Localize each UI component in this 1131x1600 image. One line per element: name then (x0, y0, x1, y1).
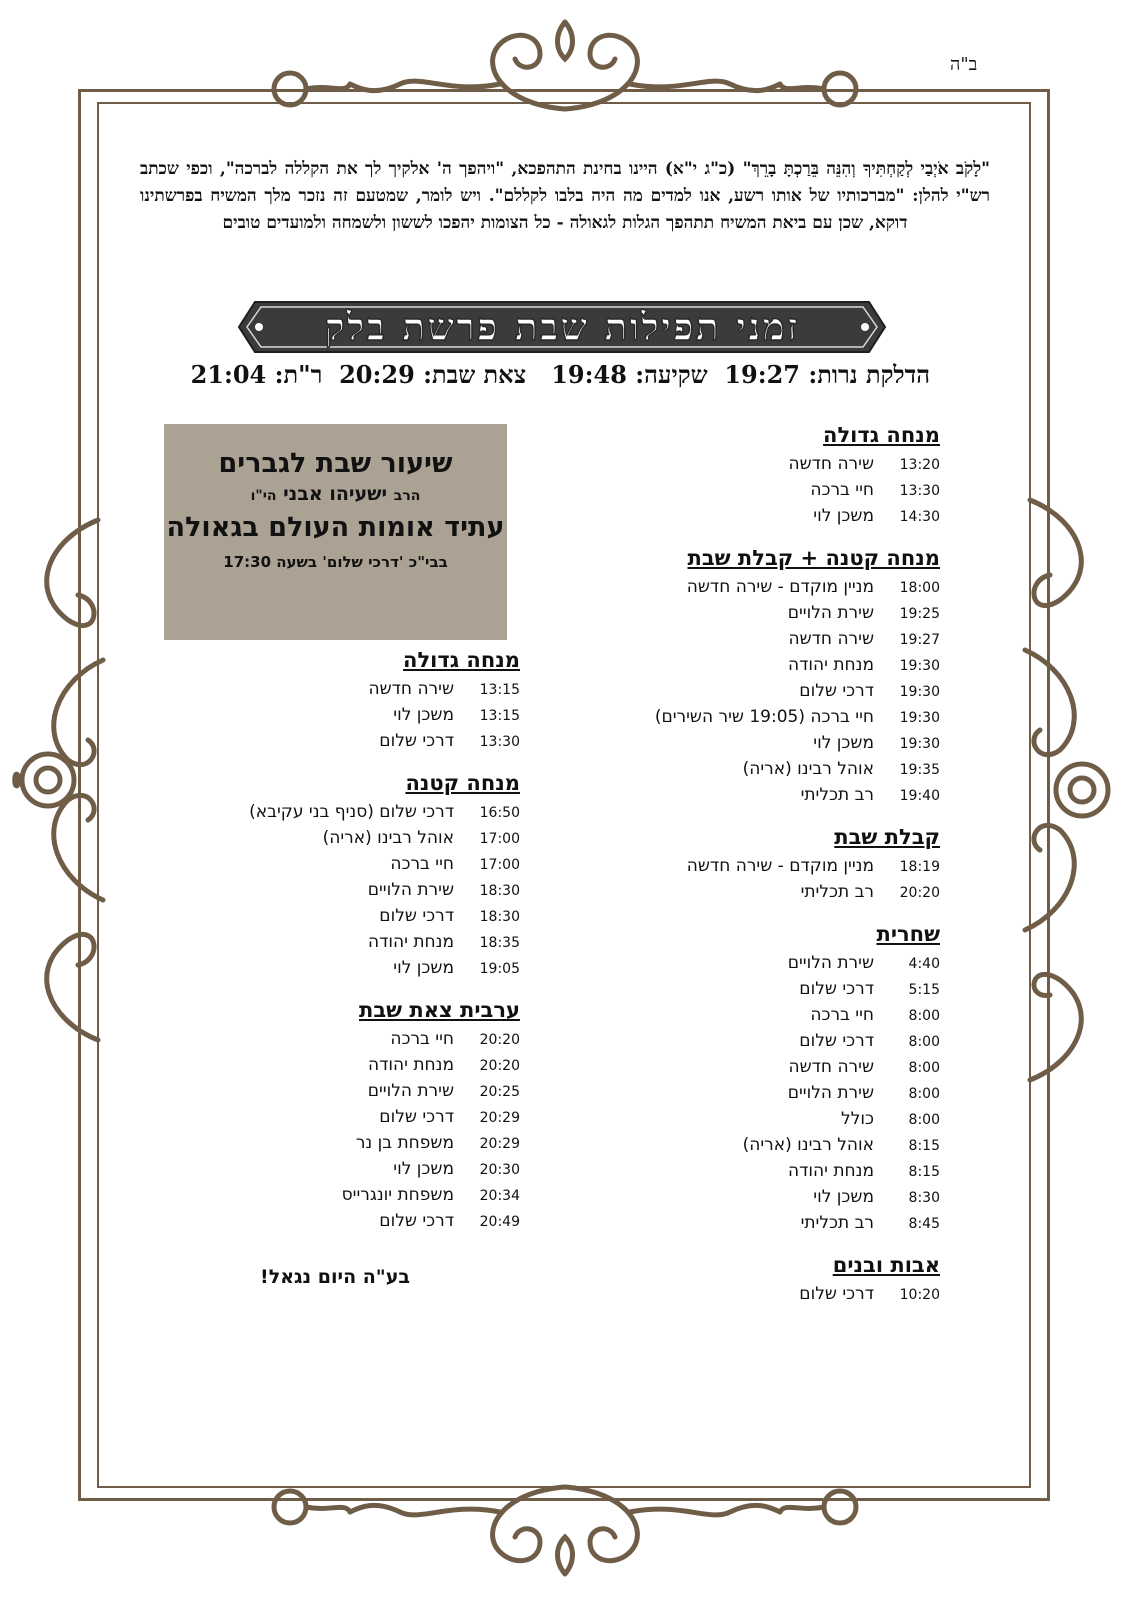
schedule-row (560, 1284, 940, 1310)
banner-title: זמני תפילות שבת פרשת בלק (324, 304, 800, 349)
prayer-time: 13:15 (479, 682, 520, 698)
prayer-time: 19:30 (899, 684, 940, 700)
schedule-row (180, 802, 520, 828)
right-ornament (1010, 480, 1120, 1100)
synagogue-name: רב תכליתי (800, 882, 874, 902)
synagogue-name: חיי ברכה (810, 480, 874, 500)
synagogue-name: דרכי שלום (799, 681, 874, 701)
schedule-row (560, 759, 940, 785)
lecture-rabbi (164, 483, 507, 505)
schedule-row (180, 1159, 520, 1185)
lecture-topic: עתיד אומות העולם בגאולה (166, 512, 505, 543)
prayer-time: 18:30 (479, 883, 520, 899)
prayer-time: 20:29 (479, 1136, 520, 1152)
synagogue-name: שירת הלויים (787, 1083, 874, 1103)
shabbat-end-time: 20:29 (339, 360, 415, 389)
prayer-time: 10:20 (899, 1287, 940, 1303)
schedule-row (180, 958, 520, 984)
prayer-time: 13:30 (899, 483, 940, 499)
lecture-title: שיעור שבת לגברים (218, 448, 453, 479)
schedule-row (180, 906, 520, 932)
top-ornament (250, 14, 880, 114)
synagogue-name: משכן לוי (393, 705, 454, 725)
schedule-row (560, 681, 940, 707)
prayer-time: 20:20 (479, 1032, 520, 1048)
schedule-row (180, 1107, 520, 1133)
schedule-row (560, 655, 940, 681)
prayer-time: 18:30 (479, 909, 520, 925)
section-title: קבלת שבת (834, 825, 940, 849)
shabbat-end-label: צאת שבת: (423, 360, 527, 389)
synagogue-name: מנחת יהודה (788, 1161, 874, 1181)
sunset-time: 19:48 (551, 360, 627, 389)
schedule-row (560, 1031, 940, 1057)
right-schedule-column (560, 423, 940, 1324)
schedule-row (560, 454, 940, 480)
prayer-time: 8:15 (908, 1138, 940, 1154)
prayer-time: 19:35 (899, 762, 940, 778)
synagogue-name: דרכי שלום (379, 1211, 454, 1231)
schedule-section (560, 825, 940, 908)
section-title: אבות ובנים (832, 1253, 940, 1277)
section-title: מנחה גדולה (823, 423, 940, 447)
synagogue-name: אוהל רבינו (אריה) (742, 1135, 874, 1155)
synagogue-name: דרכי שלום (799, 979, 874, 999)
synagogue-name: חיי ברכה (390, 1029, 454, 1049)
schedule-row (180, 731, 520, 757)
prayer-time: 18:19 (899, 859, 940, 875)
synagogue-name: משכן לוי (813, 1187, 874, 1207)
schedule-row (180, 1211, 520, 1237)
prayer-time: 20:49 (479, 1214, 520, 1230)
synagogue-name: משפחת יונגרייס (341, 1185, 454, 1205)
synagogue-name: שירת הלויים (367, 1081, 454, 1101)
synagogue-name: דרכי שלום (379, 731, 454, 751)
schedule-row (180, 679, 520, 705)
rabbi-prefix: הרב (393, 488, 421, 504)
rabbi-suffix: הי"ו (250, 488, 277, 504)
schedule-row (180, 828, 520, 854)
prayer-time: 19:30 (899, 736, 940, 752)
prayer-time: 8:45 (908, 1216, 940, 1232)
prayer-time: 13:15 (479, 708, 520, 724)
schedule-row (560, 1135, 940, 1161)
prayer-time: 8:00 (908, 1086, 940, 1102)
lecture-location: בבי"כ 'דרכי שלום' בשעה 17:30 (223, 553, 448, 571)
schedule-row (180, 1029, 520, 1055)
synagogue-name: מניין מוקדם - שירה חדשה (686, 577, 874, 597)
prayer-time: 18:00 (899, 580, 940, 596)
prayer-time: 8:15 (908, 1164, 940, 1180)
schedule-row (560, 1083, 940, 1109)
synagogue-name: אוהל רבינו (אריה) (742, 759, 874, 779)
prayer-time: 17:00 (479, 857, 520, 873)
synagogue-name: מנחת יהודה (788, 655, 874, 675)
prayer-time: 19:30 (899, 710, 940, 726)
corner-mark: ב"ה (950, 54, 978, 75)
schedule-row (180, 932, 520, 958)
synagogue-name: דרכי שלום (799, 1031, 874, 1051)
schedule-row (560, 856, 940, 882)
synagogue-name: רב תכליתי (800, 785, 874, 805)
prayer-time: 8:00 (908, 1060, 940, 1076)
section-title: מנחה קטנה + קבלת שבת (687, 546, 940, 570)
synagogue-name: דרכי שלום (379, 1107, 454, 1127)
rabbeinu-tam-label: ר"ת: (274, 360, 323, 389)
synagogue-name: משכן לוי (813, 733, 874, 753)
prayer-time: 20:20 (899, 885, 940, 901)
synagogue-name: דרכי שלום (סניף בני עקיבא) (249, 802, 454, 822)
schedule-row (180, 880, 520, 906)
synagogue-name: חיי ברכה (19:05 שיר השירים) (654, 707, 874, 727)
synagogue-name: מנחת יהודה (368, 1055, 454, 1075)
prayer-time: 19:25 (899, 606, 940, 622)
synagogue-name: אוהל רבינו (אריה) (322, 828, 454, 848)
schedule-row (560, 506, 940, 532)
schedule-section (180, 998, 520, 1237)
prayer-time: 16:50 (479, 805, 520, 821)
prayer-time: 4:40 (908, 956, 940, 972)
synagogue-name: דרכי שלום (379, 906, 454, 926)
intro-paragraph: "לָקֹב אֹיְבַי לְקַחְתִּיךָ וְהִנֵּה בֵּרַכְתָּ בָרֵךְ" (כ"ג י"א) היינו בחינת התהפכא, "ויהפך ה' אלקיך לך את הקללה לברכה", וכפי שכתב רש"י להלן: "מברכותיו של אותו רשע, אנו למדים מה היה בלבו לקללם". ויש לומר, שמטעם זה נזכר מלך המשיח בפרשתינו דוקא, שכן עם ביאת המשיח תתהפך הגלות לגאולה - כל הצומות יהפכו לששון ולשמחה ולמועדים טובים (140, 159, 990, 233)
schedule-row (560, 1213, 940, 1239)
synagogue-name: מניין מוקדם - שירה חדשה (686, 856, 874, 876)
synagogue-name: דרכי שלום (799, 1284, 874, 1304)
schedule-row (560, 629, 940, 655)
synagogue-name: רב תכליתי (800, 1213, 874, 1233)
schedule-row (560, 1057, 940, 1083)
synagogue-name: משכן לוי (393, 958, 454, 978)
closing-text: בע"ה היום נגאל! (260, 1266, 410, 1288)
synagogue-name: שירה חדשה (788, 629, 874, 649)
schedule-row (180, 1055, 520, 1081)
schedule-row (180, 1081, 520, 1107)
prayer-time: 5:15 (908, 982, 940, 998)
rabbeinu-tam-time: 21:04 (190, 360, 267, 389)
left-schedule-column (180, 648, 520, 1251)
schedule-row (560, 577, 940, 603)
shabbat-times-line (190, 360, 930, 390)
schedule-row (560, 979, 940, 1005)
prayer-time: 20:30 (479, 1162, 520, 1178)
prayer-time: 17:00 (479, 831, 520, 847)
schedule-section (560, 546, 940, 811)
schedule-section (180, 648, 520, 757)
bottom-ornament (250, 1482, 880, 1582)
schedule-row (180, 1185, 520, 1211)
schedule-row (560, 1109, 940, 1135)
synagogue-name: שירה חדשה (788, 454, 874, 474)
prayer-time: 13:30 (479, 734, 520, 750)
prayer-time: 13:20 (899, 457, 940, 473)
synagogue-name: חיי ברכה (390, 854, 454, 874)
candle-lighting-label: הדלקת נרות: (808, 360, 930, 389)
prayer-time: 19:05 (479, 961, 520, 977)
synagogue-name: שירת הלויים (787, 603, 874, 623)
prayer-time: 20:20 (479, 1058, 520, 1074)
sunset-label: שקיעה: (635, 360, 708, 389)
schedule-section (560, 1253, 940, 1310)
section-title: שחרית (876, 922, 940, 946)
section-title: מנחה גדולה (403, 648, 520, 672)
schedule-row (560, 480, 940, 506)
schedule-row (560, 882, 940, 908)
synagogue-name: משכן לוי (393, 1159, 454, 1179)
synagogue-name: שירה חדשה (788, 1057, 874, 1077)
schedule-row (560, 953, 940, 979)
schedule-row (560, 1161, 940, 1187)
schedule-section (180, 771, 520, 984)
schedule-row (560, 1187, 940, 1213)
synagogue-name: משפחת בן נר (355, 1133, 454, 1153)
schedule-row (180, 1133, 520, 1159)
prayer-time: 20:29 (479, 1110, 520, 1126)
schedule-row (560, 603, 940, 629)
lecture-box (164, 424, 507, 640)
schedule-section (560, 922, 940, 1239)
prayer-time: 19:30 (899, 658, 940, 674)
left-ornament (8, 500, 118, 1060)
synagogue-name: שירת הלויים (367, 880, 454, 900)
prayer-time: 19:40 (899, 788, 940, 804)
synagogue-name: כולל (841, 1109, 874, 1129)
schedule-row (180, 705, 520, 731)
section-title: ערבית צאת שבת (358, 998, 520, 1022)
prayer-time: 20:34 (479, 1188, 520, 1204)
rabbi-name: ישעיהו אבני (283, 483, 388, 505)
schedule-row (560, 1005, 940, 1031)
synagogue-name: משכן לוי (813, 506, 874, 526)
prayer-time: 8:30 (908, 1190, 940, 1206)
synagogue-name: חיי ברכה (810, 1005, 874, 1025)
prayer-time: 8:00 (908, 1112, 940, 1128)
synagogue-name: שירת הלויים (787, 953, 874, 973)
prayer-time: 19:27 (899, 632, 940, 648)
schedule-section (560, 423, 940, 532)
schedule-row (560, 733, 940, 759)
schedule-row (180, 854, 520, 880)
synagogue-name: שירה חדשה (368, 679, 454, 699)
synagogue-name: מנחת יהודה (368, 932, 454, 952)
prayer-time: 14:30 (899, 509, 940, 525)
prayer-time: 8:00 (908, 1008, 940, 1024)
candle-lighting-time: 19:27 (724, 360, 800, 389)
schedule-row (560, 785, 940, 811)
prayer-time: 20:25 (479, 1084, 520, 1100)
section-title: מנחה קטנה (405, 771, 520, 795)
prayer-time: 18:35 (479, 935, 520, 951)
schedule-row (560, 707, 940, 733)
prayer-time: 8:00 (908, 1034, 940, 1050)
